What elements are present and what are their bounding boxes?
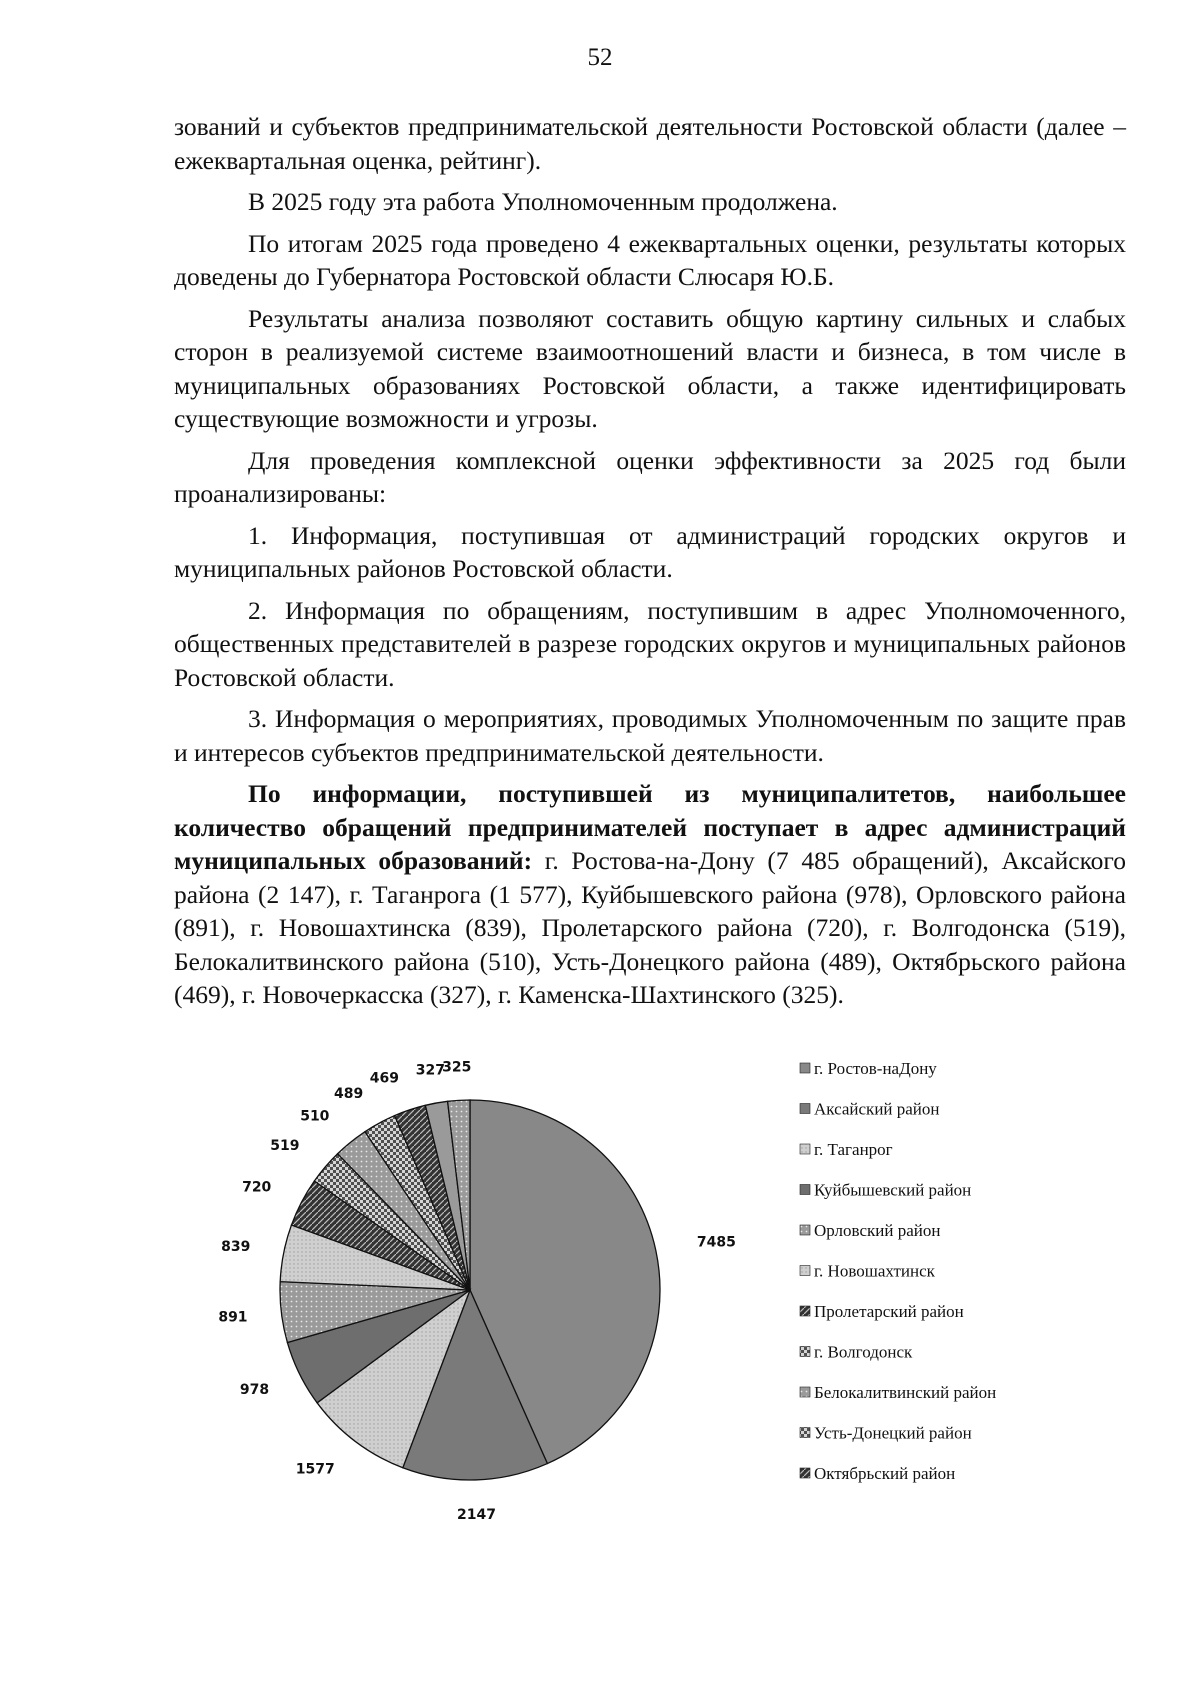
legend-label: г. Волгодонск	[814, 1342, 913, 1362]
highlight-bold-text: По информации, поступившей из муниципалитетов, наибольшее количество обращений предпринимателей поступает в адрес администраций муниципальных образований:	[174, 779, 1126, 875]
pie-data-label: 839	[221, 1239, 251, 1256]
pie-data-label: 891	[218, 1309, 248, 1326]
pie-data-label: 978	[239, 1382, 270, 1399]
legend-swatch	[800, 1387, 810, 1397]
legend-swatch	[800, 1347, 810, 1357]
legend-swatch	[800, 1225, 810, 1235]
paragraph: Для проведения комплексной оценки эффективности за 2025 год были проанализированы:	[174, 445, 1126, 508]
list-item: 1. Информация, поступившая от администраций городских округов и муниципальных районов Ростовской области.	[174, 520, 1126, 583]
pie-data-label: 510	[300, 1108, 330, 1125]
legend-label: Белокалитвинский район	[814, 1383, 997, 1402]
legend-label: Пролетарский район	[814, 1302, 964, 1321]
legend-label: Аксайский район	[814, 1099, 940, 1119]
pie-data-label: 720	[242, 1179, 272, 1196]
paragraph: По итогам 2025 года проведено 4 ежеквартальных оценки, результаты которых доведены до Губернатора Ростовской области Слюсаря Ю.Б.	[174, 228, 1126, 291]
list-item: 2. Информация по обращениям, поступившим в адрес Уполномоченного, общественных представителей в разрезе городских округов и муниципальных районов Ростовской области.	[174, 595, 1126, 692]
chart-legend	[800, 1059, 996, 1483]
legend-label: Орловский район	[814, 1221, 941, 1240]
body-text	[174, 110, 1126, 1020]
legend-label: Усть-Донецкий район	[814, 1423, 972, 1443]
legend-label: Октябрьский район	[814, 1464, 956, 1483]
paragraph: В 2025 году эта работа Уполномоченным продолжена.	[248, 187, 838, 216]
pie-data-label: 327	[415, 1062, 446, 1079]
pie-data-label: 519	[270, 1137, 300, 1154]
legend-swatch	[800, 1468, 810, 1478]
pie-data-label: 469	[369, 1070, 400, 1087]
list-item: 3. Информация о мероприятиях, проводимых Уполномоченным по защите прав и интересов субъектов предпринимательской деятельности.	[174, 704, 1126, 767]
pie-data-label: 7485	[696, 1234, 736, 1251]
legend-swatch	[800, 1063, 810, 1073]
pie-slices	[280, 1100, 660, 1480]
legend-swatch	[800, 1185, 810, 1195]
legend-label: г. Таганрог	[814, 1140, 893, 1159]
legend-swatch	[800, 1266, 810, 1276]
legend-swatch	[800, 1104, 810, 1114]
pie-data-label: 489	[334, 1086, 364, 1103]
highlight-paragraph	[174, 777, 1126, 1012]
legend-swatch	[800, 1144, 810, 1154]
legend-label: Куйбышевский район	[814, 1180, 972, 1200]
page-number: 52	[587, 44, 613, 71]
legend-label: г. Ростов-наДону	[814, 1059, 937, 1078]
paragraph: зований и субъектов предпринимательской деятельности Ростовской области (далее – ежеквартальная оценка, рейтинг).	[174, 112, 1126, 175]
paragraph: Результаты анализа позволяют составить общую картину сильных и слабых сторон в реализуемой системе взаимоотношений власти и бизнеса, в том числе в муниципальных образованиях Ростовской области, а также идентифицировать существующие возможности и угрозы.	[174, 303, 1126, 433]
legend-swatch	[800, 1428, 810, 1438]
highlight-rest-text: г. Ростова-на-Дону (7 485 обращений), Аксайского района (2 147), г. Таганрога (1 577), Куйбышевского района (978), Орловского района (891), г. Новошахтинска (839), Пролетарского района (720), г. Волгодонска (519), Белокалитвинского района (510), Усть-Донецкого района (489), Октябрьского района (469), г. Новочеркасска (327), г. Каменска-Шахтинского (325).	[174, 846, 1126, 1009]
pie-data-label: 1577	[295, 1461, 335, 1478]
pie-data-label: 2147	[456, 1506, 496, 1523]
pie-chart	[218, 1050, 1140, 1590]
pie-data-label: 325	[442, 1059, 472, 1076]
legend-swatch	[800, 1306, 810, 1316]
legend-label: г. Новошахтинск	[814, 1261, 935, 1281]
